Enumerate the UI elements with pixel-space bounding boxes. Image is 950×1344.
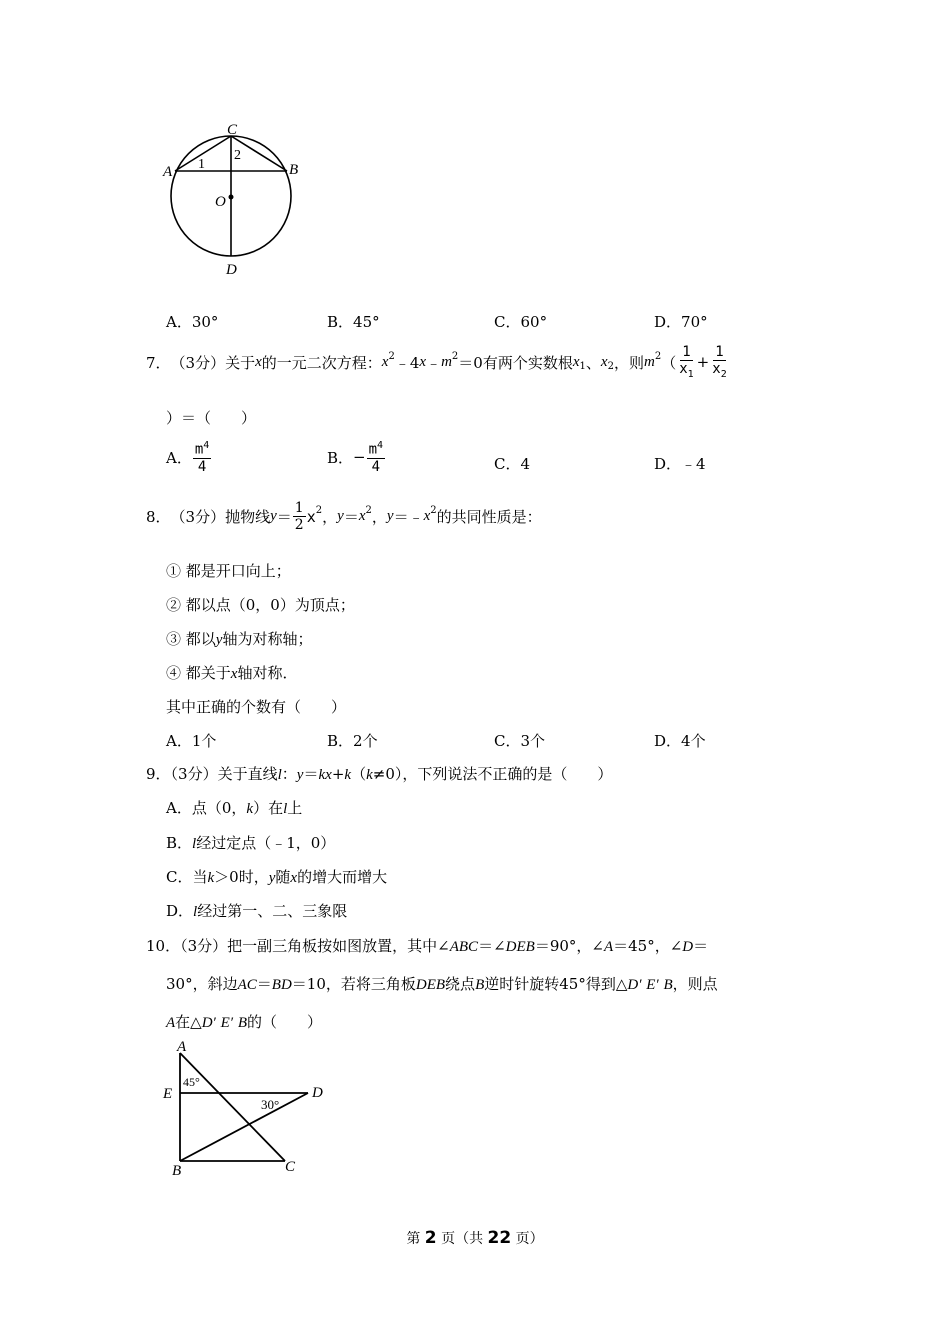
q8-option-d: D．4个 bbox=[654, 732, 706, 750]
q7-option-c: C．4 bbox=[494, 455, 531, 473]
q6-option-b: B．45° bbox=[327, 313, 380, 331]
q10-stem-line1: 10．（3分）把一副三角板按如图放置，其中∠ABC＝∠DEB＝90°，∠A＝45°，∠D＝ bbox=[146, 937, 709, 955]
q8-stem: 8． （3分） 抛物线 y ＝ $\frac{1}{2}$ x $^2$ ， y ＝ x $^2$ ， y ＝﹣ x $^2$ 的共同性质是： bbox=[146, 500, 542, 534]
center-dot bbox=[229, 195, 234, 200]
label-e: E bbox=[163, 1086, 173, 1102]
q7-frac-1: $\frac{1}{x_1}$ bbox=[679, 344, 694, 380]
page-footer: 第 2 页（共 22 页） bbox=[406, 1228, 544, 1248]
q7-stem-line2: ）＝（ ） bbox=[166, 409, 257, 427]
q10-stem-line3: A在△D′ E′ B的（ ） bbox=[166, 1013, 323, 1031]
q9-option-c: C．当k＞0时，y随x的增大而增大 bbox=[166, 868, 388, 886]
q10-stem-line2: 30°，斜边AC＝BD＝10，若将三角板DEB绕点B逆时针旋转45°得到△D′ E′ B，则点 bbox=[166, 975, 718, 993]
q8-option-c: C．3个 bbox=[494, 732, 546, 750]
angle-2-label: 2 bbox=[234, 148, 241, 163]
triangle-figure bbox=[155, 1035, 335, 1185]
edge-bd bbox=[180, 1093, 308, 1161]
label-b: B bbox=[289, 162, 299, 178]
q8-option-a: A．1个 bbox=[166, 732, 217, 750]
q7-option-d: D．﹣4 bbox=[654, 455, 706, 473]
q9-stem: 9．（3分）关于直线l：y＝kx+k（k≠0），下列说法不正确的是（ ） bbox=[146, 765, 613, 783]
q7-option-b: B． − $\frac{m^4}{4}$ bbox=[327, 440, 384, 475]
q6-option-d: D．70° bbox=[654, 313, 708, 331]
angle-30-label: 30° bbox=[261, 1097, 280, 1112]
label-b: B bbox=[172, 1163, 182, 1179]
label-o: O bbox=[215, 194, 226, 210]
page-number: 2 bbox=[424, 1228, 437, 1248]
angle-45-label: 45° bbox=[183, 1075, 200, 1089]
label-c: C bbox=[285, 1159, 296, 1175]
q6-option-a: A．30° bbox=[166, 313, 219, 331]
label-c: C bbox=[227, 122, 238, 138]
circle-figure bbox=[150, 115, 320, 285]
q7-stem: 7． （3分） 关于 x 的一元二次方程： x $^2$ ﹣4 x ﹣ m $^2$ ＝0有两个实数根 x $_1$ 、 x $_2$ ，则 m $^2$ （ $\frac{1}{x_1}$ + $\frac{1}{x_2}$ bbox=[146, 344, 727, 380]
q9-option-a: A．点（0，k）在l上 bbox=[166, 799, 303, 817]
q8-option-b: B．2个 bbox=[327, 732, 378, 750]
q9-option-b: B．l经过定点（﹣1，0） bbox=[166, 834, 336, 852]
q8-ask: 其中正确的个数有（ ） bbox=[166, 698, 347, 716]
label-d: D bbox=[226, 262, 237, 278]
q8-statement-3: ③ 都以y轴为对称轴； bbox=[166, 630, 313, 648]
label-a: A bbox=[177, 1039, 187, 1055]
q6-option-c: C．60° bbox=[494, 313, 548, 331]
q8-statement-4: ④ 都关于x轴对称． bbox=[166, 664, 298, 682]
q9-option-d: D．l经过第一、二、三象限 bbox=[166, 902, 348, 920]
label-a: A bbox=[163, 164, 173, 180]
angle-1-label: 1 bbox=[198, 157, 205, 172]
q7-frac-2: $\frac{1}{x_2}$ bbox=[712, 344, 727, 380]
q8-statement-2: ② 都以点（0，0）为顶点； bbox=[166, 596, 355, 614]
label-d: D bbox=[312, 1085, 323, 1101]
q8-statement-1: ① 都是开口向上； bbox=[166, 562, 291, 580]
q7-option-a: A． $\frac{m^4}{4}$ bbox=[166, 440, 210, 475]
page-total: 22 bbox=[487, 1228, 512, 1248]
